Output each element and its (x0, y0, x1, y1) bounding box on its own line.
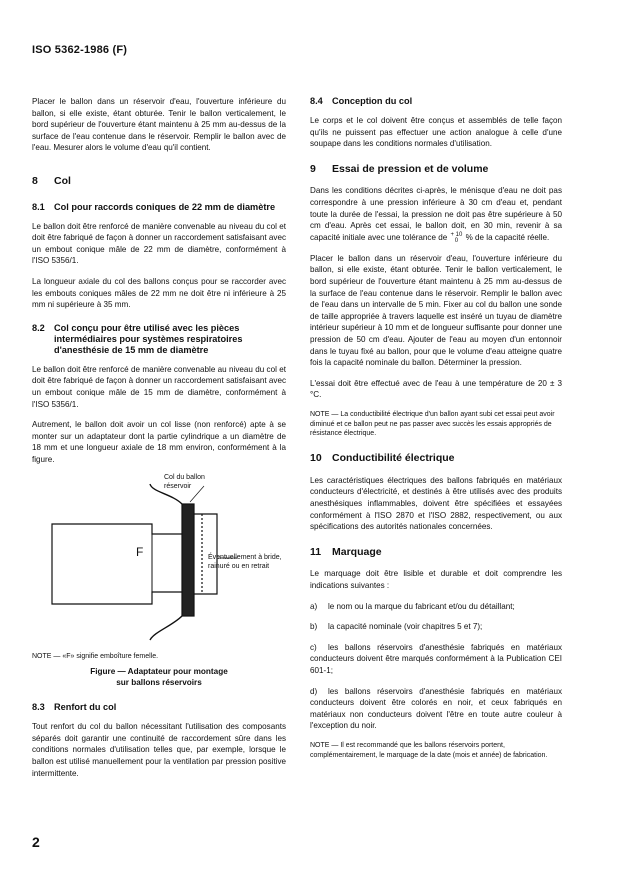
section-9-para-1 (310, 185, 562, 243)
section-title: Conception du col (332, 96, 413, 106)
figure-adapter (32, 474, 286, 650)
section-number: 11 (310, 545, 322, 558)
section-number: 8.3 (32, 702, 45, 713)
section-title: Renfort du col (54, 702, 117, 713)
figure-caption (32, 666, 286, 688)
section-8-2-heading (32, 323, 286, 356)
section-8-4-heading (310, 96, 562, 107)
figure-caption-line-1: Figure — Adaptateur pour montage (90, 667, 228, 677)
list-item (310, 686, 562, 732)
figure-label-col: Col du ballon réservoir (164, 474, 205, 490)
tolerance-minus: 0 (454, 237, 459, 244)
tolerance-fraction (450, 232, 462, 244)
list-item-label: b) (310, 622, 318, 632)
section-9-para-3: L'essai doit être effectué avec de l'eau à une température de 20 ± 3 °C. (310, 378, 562, 400)
intro-paragraph: Placer le ballon dans un réservoir d'eau, l'ouverture inférieure du ballon, si elle existe, étant obturée. Tenir le ballon verticalement, le bord supérieur de l'ouverture étant maintenu à 25 mm au-dessus de la surface de l'eau contenue dans le réservoir. Remplir le ballon avec de l'eau. Mesurer alors le volume d'eau qu'il contient. (32, 97, 286, 153)
section-8-1-para-2: La longueur axiale du col des ballons conçus pour se raccorder avec les embouts coniques mâles de 22 mm ne doit être ni inférieure à 25 mm ni supérieure à 35 mm. (32, 276, 286, 310)
document-header: ISO 5362-1986 (F) (32, 44, 128, 56)
section-10-heading (310, 453, 562, 465)
figure-caption-line-2: sur ballons réservoirs (116, 678, 202, 688)
section-11-note: NOTE — Il est recommandé que les ballons réservoirs portent, complémentairement, le marquage de la date (mois et année) de fabrication. (310, 741, 548, 759)
section-11-para-1: Le marquage doit être lisible et durable et doit comprendre les indications suivantes : (310, 569, 562, 591)
list-item (310, 621, 562, 633)
section-title: Col (54, 174, 71, 187)
list-item (310, 642, 562, 677)
list-item-label: a) (310, 601, 318, 611)
list-item-text: le nom ou la marque du fabricant et/ou du détaillant; (328, 601, 515, 611)
section-number: 8.1 (32, 201, 45, 212)
section-title: Essai de pression et de volume (332, 162, 489, 175)
section-number: 8.2 (32, 322, 45, 333)
tolerance-plus: + 10 (450, 231, 463, 238)
section-9-heading (310, 164, 562, 176)
section-8-1-para-1: Le ballon doit être renforcé de manière convenable au niveau du col et doit être fabriqué de façon à donner un raccordement satisfaisant avec un embout conique mâle de 22 mm de diamètre, conformément à l'ISO 5356/1. (32, 221, 286, 266)
figure-f-label: F (136, 545, 144, 560)
section-8-1-heading (32, 202, 286, 213)
marking-list (310, 601, 562, 732)
section-10-para-1: Les caractéristiques électriques des ballons fabriqués en matériaux conducteurs d'électricité, et destinés à être utilisés avec des produits anesthésiques inflammables, doivent être spécifiées et essayées conformément à l'ISO 2870 et l'ISO 2882, respectivement, ou aux spécifications des autorités nationales concernées. (310, 475, 562, 532)
figure-label-bride: Éventuellement à bride, rainuré ou en retrait (208, 554, 282, 570)
section-8-2-para-1: Le ballon doit être renforcé de manière convenable au niveau du col et doit être fabriqué de façon à donner un raccordement satisfaisant avec un embout conique mâle de 15 mm de diamètre, conformément à l'ISO 5356/1. (32, 364, 286, 409)
section-title: Col pour raccords coniques de 22 mm de diamètre (54, 201, 276, 212)
section-title: Conductibilité électrique (332, 452, 455, 465)
list-item-text: les ballons réservoirs d'anesthésie fabriqués en matériaux conducteurs doivent être colorés en noir, et ceux fabriqués en matériaux non conducteurs doivent l'être en toute autre couleur à l'exception du noir. (310, 686, 562, 731)
list-item-text: la capacité nominale (voir chapitres 5 et 7); (328, 622, 483, 632)
section-8-3-para-1: Tout renfort du col du ballon nécessitant l'utilisation des composants séparés doit garantir une continuité de raccordement sûre dans les conditions normales d'utilisation telles que, par exemple, lorsque le ballon est utilisé manuellement pour la ventilation par pression positive intermittente. (32, 722, 286, 778)
section-8-heading (32, 176, 286, 188)
section-number: 8.4 (310, 96, 323, 106)
section-9-para-1-text: Dans les conditions décrites ci-après, le ménisque d'eau ne doit pas correspondre à une pression inférieure à 30 cm d'eau et, pendant toute la durée de l'essai, la pression ne doit pas être supérieure à 50 cm d'eau. Après cet essai, le ballon doit, en 30 min, revenir à sa capacité initiale avec une tolérance de (310, 186, 562, 242)
section-9-para-1-end: % de la capacité réelle. (465, 232, 550, 242)
section-8-4-para-1: Le corps et le col doivent être conçus et assemblés de telle façon qu'ils ne puissent pas effectuer une action analogue à celle d'une soupape dans les conditions normales d'utilisation. (310, 116, 562, 149)
left-column (32, 96, 286, 788)
right-column (310, 96, 562, 761)
page-number: 2 (32, 834, 40, 850)
figure-note: NOTE — «F» signifie emboîture femelle. (32, 653, 159, 661)
section-number: 9 (310, 162, 316, 175)
section-number: 8 (32, 174, 38, 187)
section-title: Col conçu pour être utilisé avec les pièces intermédiaires pour systèmes respiratoires d'anesthésie de 15 mm de diamètre (54, 322, 243, 355)
section-title: Marquage (332, 545, 382, 558)
section-9-para-2: Placer le ballon dans un réservoir d'eau, l'ouverture inférieure du ballon, si elle existe, étant obturée. Tenir le ballon verticalement, le bord supérieur de l'ouverture étant maintenu à 25 mm au-dessus de la surface de l'eau contenue dans le réservoir. Remplir le ballon avec de l'eau dans un intervalle de 5 min. Fixer au col du ballon une sonde de taille appropriée à travers laquelle est inséré un tuyau de diamètre intérieur supérieur à 10 mm et de longueur suffisante pour donner une pression de 50 cm d'eau. Ajouter de l'eau au moyen d'un entonnoir dans le tuyau fixé au ballon, pour que le volume d'eau atteigne quatre fois la capacité nominale du ballon. Déterminer la pression. (310, 253, 562, 368)
section-11-heading (310, 547, 562, 559)
list-item-text: les ballons réservoirs d'anesthésie fabriqués en matériaux conducteurs doivent être marqués conformément à la Publication CEI 601-1; (310, 642, 562, 675)
list-item (310, 601, 562, 613)
section-8-2-para-2: Autrement, le ballon doit avoir un col lisse (non renforcé) apte à se monter sur un adaptateur dont la partie cylindrique a un diamètre de 18 mm et une longueur axiale de 18 mm environ, conformément à la figure. (32, 420, 286, 464)
section-number: 10 (310, 452, 322, 465)
list-item-label: d) (310, 686, 318, 696)
section-8-3-heading (32, 702, 286, 713)
list-item-label: c) (310, 642, 317, 652)
section-9-note: NOTE — La conductibilité électrique d'un ballon ayant subi cet essai peut avoir diminué et ce ballon peut ne pas passer avec succès les essais appropriés de résistance électrique. (310, 410, 555, 438)
